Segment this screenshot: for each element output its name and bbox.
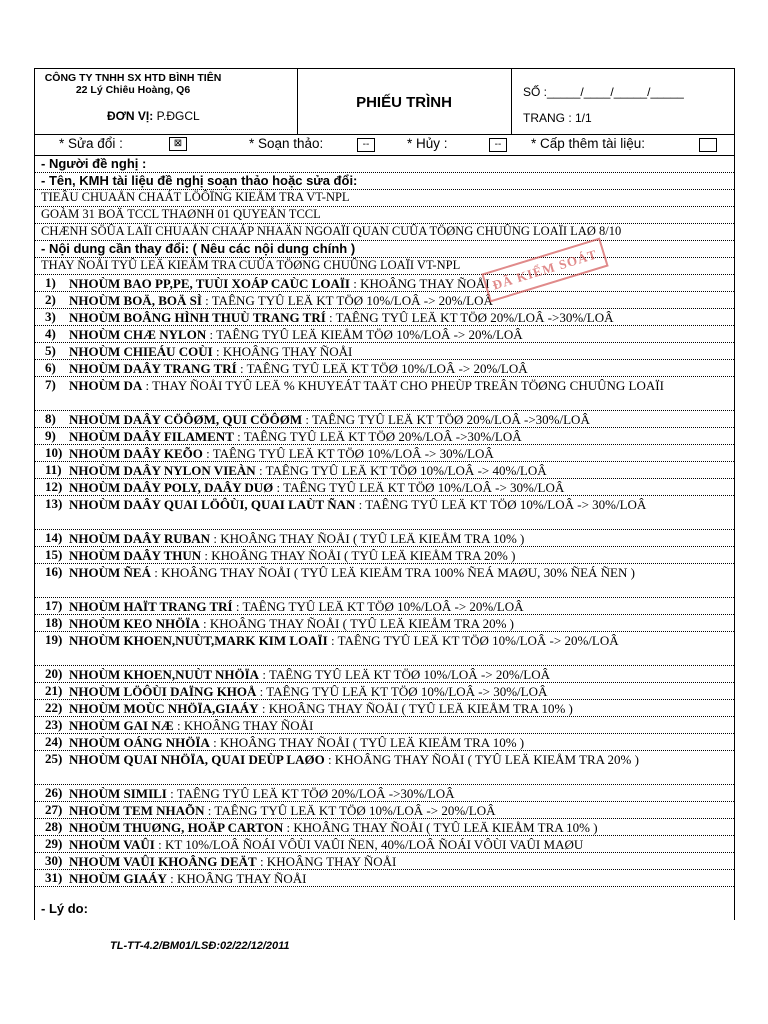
item-change: : KHOÂNG THAY ÑOÅI ( TYÛ LEÄ KIEÅM TRA 10% ) [258,701,573,716]
list-item [35,428,734,445]
item-change: : TAÊNG TYÛ LEÄ KT TÖØ 20%/LOÂ ->30%/LOÂ [166,786,455,801]
item-change: : TAÊNG TYÛ LEÄ KT TÖØ 10%/LOÂ -> 20%/LOÂ [204,803,496,818]
item-group-name: NHOÙM CHÆ NYLON [69,327,207,342]
item-group-name: NHOÙM KEO NHÖÏA [69,616,200,631]
list-item [35,326,734,343]
item-change: : TAÊNG TYÛ LEÄ KT TÖØ 20%/LOÂ ->30%/LOÂ [325,310,614,325]
item-change: : TAÊNG TYÛ LEÄ KT TÖØ 10%/LOÂ -> 20%/LOÂ [201,293,493,308]
item-number: 16) [45,564,63,579]
item-number: 11) [45,462,62,477]
option-cap-them: * Cấp thêm tài liệu: [531,136,646,151]
item-change: : KHOÂNG THAY ÑOÅI ( TYÛ LEÄ KIEÅM TRA 20% ) [201,548,516,563]
item-text [69,530,728,547]
item-group-name: NHOÙM KHOEN,NUÙT NHÖÏA [69,667,260,682]
list-item [35,292,734,309]
control-stamp: ĐÃ KIỂM SOÁT [481,238,608,303]
item-group-name: NHOÙM DAÂY RUBAN [69,531,211,546]
document-line-2: GOÀM 31 BOÄ TCCL THAØNH 01 QUYEÅN TCCL [35,207,734,224]
list-item [35,666,734,683]
option-soan-thao: * Soạn thảo: [249,136,324,151]
checkbox-sua-doi-icon[interactable]: ⊠ [169,137,187,151]
list-item [35,564,734,598]
item-group-name: NHOÙM DAÂY NYLON VIEÀN [69,463,256,478]
item-change: : TAÊNG TYÛ LEÄ KT TÖØ 10%/LOÂ -> 30%/LOÂ [202,446,494,461]
item-number: 4) [45,326,56,341]
list-item [35,683,734,700]
item-group-name: NHOÙM QUAI NHÖÏA, QUAI DEÙP LAØO [69,752,325,767]
document-number: SỐ :_____/____/_____/_____ [523,85,684,99]
item-text [69,598,728,615]
list-item [35,377,734,411]
item-change: : KT 10%/LOÂ ÑOÁI VÔÙI VAÛI ÑEN, 40%/LOÂ ÑOÁI VÔÙI VAÛI MAØU [154,837,584,852]
list-item [35,615,734,632]
item-text [69,853,728,870]
item-number: 8) [45,411,56,426]
item-text [69,496,728,513]
list-item [35,479,734,496]
document-line-3: CHÆNH SÖÛA LAÏI CHUAÅN CHAÁP NHAÄN NGOAÏI QUAN CUÛA TÖØNG CHUÛNG LOAÏI LAØ 8/10 [35,224,734,241]
item-number: 23) [45,717,63,732]
item-number: 19) [45,632,63,647]
list-item [35,530,734,547]
list-item [35,785,734,802]
list-item [35,598,734,615]
item-number: 5) [45,343,56,358]
item-text [69,666,728,683]
item-text [69,462,728,479]
item-number: 18) [45,615,63,630]
unit-value: P.ĐGCL [156,109,200,123]
document-title: PHIẾU TRÌNH [356,94,452,111]
page-number: TRANG : 1/1 [523,111,592,125]
item-number: 31) [45,870,63,885]
item-text [69,292,728,309]
unit-line [107,109,200,123]
item-number: 22) [45,700,63,715]
item-number: 6) [45,360,56,375]
item-text [69,717,728,734]
item-group-name: NHOÙM DAÂY KEÕO [69,446,203,461]
proposer-line: - Người đề nghị : [35,156,734,173]
item-group-name: NHOÙM HAÏT TRANG TRÍ [69,599,233,614]
list-item [35,819,734,836]
item-text [69,275,728,292]
item-number: 15) [45,547,63,562]
item-number: 3) [45,309,56,324]
item-change: : TAÊNG TYÛ LEÄ KT TÖØ 10%/LOÂ -> 30%/LOÂ [355,497,647,512]
item-change: : TAÊNG TYÛ LEÄ KT TÖØ 10%/LOÂ -> 30%/LOÂ [273,480,565,495]
item-group-name: NHOÙM ÑEÁ [69,565,151,580]
number-cell [511,69,736,134]
item-change: : TAÊNG TYÛ LEÄ KT TÖØ 10%/LOÂ -> 20%/LOÂ [232,599,524,614]
item-text [69,564,728,581]
item-number: 14) [45,530,63,545]
item-change: : KHOÂNG THAY ÑOÅI ( TYÛ LEÄ KIEÅM TRA 10% ) [210,531,525,546]
item-text [69,751,728,768]
title-cell [297,69,512,134]
reason-label: - Lý do: [41,901,88,916]
list-item [35,853,734,870]
item-change: : KHOÂNG THAY ÑOÅI [256,854,397,869]
list-item [35,547,734,564]
list-item [35,411,734,428]
document-line-1: TIEÂU CHUAÅN CHAÁT LÖÔÏNG KIEÅM TRA VT-NPL [35,190,734,207]
item-change: : THAY ÑOÅI TYÛ LEÄ % KHUYEÁT TAÄT CHO PHEÙP TREÂN TÖØNG CHUÛNG LOAÏI [142,378,664,393]
item-number: 26) [45,785,63,800]
item-group-name: NHOÙM DAÂY CÖÔØM, QUI CÖÔØM [69,412,303,427]
list-item [35,632,734,666]
item-group-name: NHOÙM LÖÔÙI DAÏNG KHOÅ [69,684,257,699]
item-group-name: NHOÙM DAÂY TRANG TRÍ [69,361,237,376]
item-change: : TAÊNG TYÛ LEÄ KT TÖØ 10%/LOÂ -> 20%/LOÂ [327,633,619,648]
item-group-name: NHOÙM GAI NÆ [69,718,174,733]
item-number: 1) [45,275,56,290]
item-number: 25) [45,751,63,766]
list-item [35,360,734,377]
item-text [69,683,728,700]
item-change: : TAÊNG TYÛ LEÄ KT TÖØ 10%/LOÂ -> 20%/LOÂ [236,361,528,376]
item-text [69,700,728,717]
item-text [69,547,728,564]
item-group-name: NHOÙM BOÄ, BOÄ SÌ [69,293,202,308]
item-number: 9) [45,428,56,443]
item-text [69,343,728,360]
item-number: 12) [45,479,63,494]
item-change: : KHOÂNG THAY ÑOÅI ( TYÛ LEÄ KIEÅM TRA 20% ) [324,752,639,767]
item-number: 20) [45,666,63,681]
item-group-name: NHOÙM KHOEN,NUÙT,MARK KIM LOAÏI [69,633,328,648]
item-text [69,360,728,377]
company-address: 22 Lý Chiêu Hoàng, Q6 [75,84,191,96]
item-text [69,802,728,819]
item-change: : KHOÂNG THAY ÑOÅI [212,344,353,359]
item-change: : TAÊNG TYÛ LEÄ KIEÅM TÖØ 10%/LOÂ -> 20%/LOÂ [206,327,523,342]
item-text [69,309,728,326]
item-change: : TAÊNG TYÛ LEÄ KT TÖØ 10%/LOÂ -> 20%/LOÂ [259,667,551,682]
change-content-label: - Nội dung cần thay đổi: ( Nêu các nội dung chính ) [35,241,734,258]
item-number: 21) [45,683,63,698]
item-group-name: NHOÙM TEM NHAÕN [69,803,205,818]
list-item [35,734,734,751]
form-header [35,69,734,135]
item-group-name: NHOÙM SIMILI [69,786,167,801]
item-group-name: NHOÙM DAÂY POLY, DAÂY DUØ [69,480,274,495]
item-number: 28) [45,819,63,834]
list-item [35,836,734,853]
item-text [69,819,728,836]
item-group-name: NHOÙM DAÂY FILAMENT [69,429,234,444]
checkbox-cap-them[interactable] [699,138,717,152]
item-text [69,411,728,428]
item-group-name: NHOÙM CHIEÁU COÙI [69,344,213,359]
item-group-name: NHOÙM BOÂNG HÌNH THUÙ TRANG TRÍ [69,310,326,325]
item-change: : KHOÂNG THAY ÑOÅI [173,718,314,733]
list-item [35,496,734,530]
list-item [35,343,734,360]
item-number: 27) [45,802,63,817]
checkbox-huy[interactable]: -- [489,138,507,152]
list-item [35,309,734,326]
unit-label: ĐƠN VỊ: [107,109,154,123]
list-item [35,717,734,734]
list-item [35,445,734,462]
item-text [69,445,728,462]
item-number: 10) [45,445,63,460]
item-number: 29) [45,836,63,851]
change-type-row [35,134,734,156]
item-change: : KHOÂNG THAY ÑOÅI ( TYÛ LEÄ KIEÅM TRA 100% ÑEÁ MAØU, 30% ÑEÁ ÑEN ) [150,565,635,580]
item-text [69,870,728,887]
item-text [69,615,728,632]
item-text [69,632,728,649]
list-item [35,751,734,785]
item-change: : KHOÂNG THAY ÑOÅI ( TYÛ LEÄ KIEÅM TRA 20% ) [199,616,515,631]
item-group-name: NHOÙM OÁNG NHÖÏA [69,735,210,750]
document-name-label: - Tên, KMH tài liệu đề nghị soạn thảo hoặc sửa đổi: [35,173,734,190]
item-group-name: NHOÙM DAÂY THUN [69,548,202,563]
item-number: 2) [45,292,56,307]
item-text [69,479,728,496]
list-item [35,700,734,717]
item-change: : TAÊNG TYÛ LEÄ KT TÖØ 10%/LOÂ -> 40%/LOÂ [255,463,547,478]
item-group-name: NHOÙM GIAÁY [69,871,167,886]
list-item [35,870,734,887]
list-item [35,462,734,479]
list-item [35,275,734,292]
item-change: : TAÊNG TYÛ LEÄ KT TÖØ 10%/LOÂ -> 30%/LOÂ [256,684,548,699]
list-item [35,802,734,819]
checkbox-soan-thao[interactable]: -- [357,138,375,152]
item-text [69,377,728,394]
item-number: 30) [45,853,63,868]
item-change: : KHOÂNG THAY ÑOÅI [349,276,490,291]
item-number: 24) [45,734,63,749]
item-change: : TAÊNG TYÛ LEÄ KT TÖØ 20%/LOÂ ->30%/LOÂ [233,429,522,444]
item-change: : KHOÂNG THAY ÑOÅI [166,871,307,886]
item-group-name: NHOÙM BAO PP,PE, TUÙI XOÁP CAÙC LOAÏI [69,276,350,291]
change-summary: THAY ÑOÅI TYÛ LEÄ KIEÅM TRA CUÛA TÖØNG CHUÛNG LOAÏI VT-NPL [35,258,734,275]
option-sua-doi: * Sửa đổi : [59,136,123,151]
item-group-name: NHOÙM VAÛI KHOÂNG DEÄT [69,854,257,869]
company-name: CÔNG TY TNHH SX HTD BÌNH TIÊN [44,72,222,84]
item-number: 17) [45,598,63,613]
form-sheet [34,68,735,920]
item-change: : KHOÂNG THAY ÑOÅI ( TYÛ LEÄ KIEÅM TRA 10% ) [209,735,525,750]
item-group-name: NHOÙM DA [69,378,143,393]
item-text [69,734,728,751]
item-text [69,326,728,343]
item-text [69,785,728,802]
item-number: 7) [45,377,56,392]
company-cell [35,69,298,134]
item-group-name: NHOÙM DAÂY QUAI LÖÔÙI, QUAI LAÙT ÑAN [69,497,356,512]
item-text [69,428,728,445]
item-text [69,836,728,853]
option-huy: * Hủy : [407,136,448,151]
form-code-footer: TL-TT-4.2/BM01/LSĐ:02/22/12/2011 [110,940,290,952]
item-group-name: NHOÙM THUØNG, HOÄP CARTON [69,820,284,835]
item-change: : KHOÂNG THAY ÑOÅI ( TYÛ LEÄ KIEÅM TRA 10% ) [283,820,598,835]
item-group-name: NHOÙM VAÛI [69,837,155,852]
item-change: : TAÊNG TYÛ LEÄ KT TÖØ 20%/LOÂ ->30%/LOÂ [302,412,590,427]
item-group-name: NHOÙM MOÙC NHÖÏA,GIAÁY [69,701,259,716]
item-number: 13) [45,496,63,511]
